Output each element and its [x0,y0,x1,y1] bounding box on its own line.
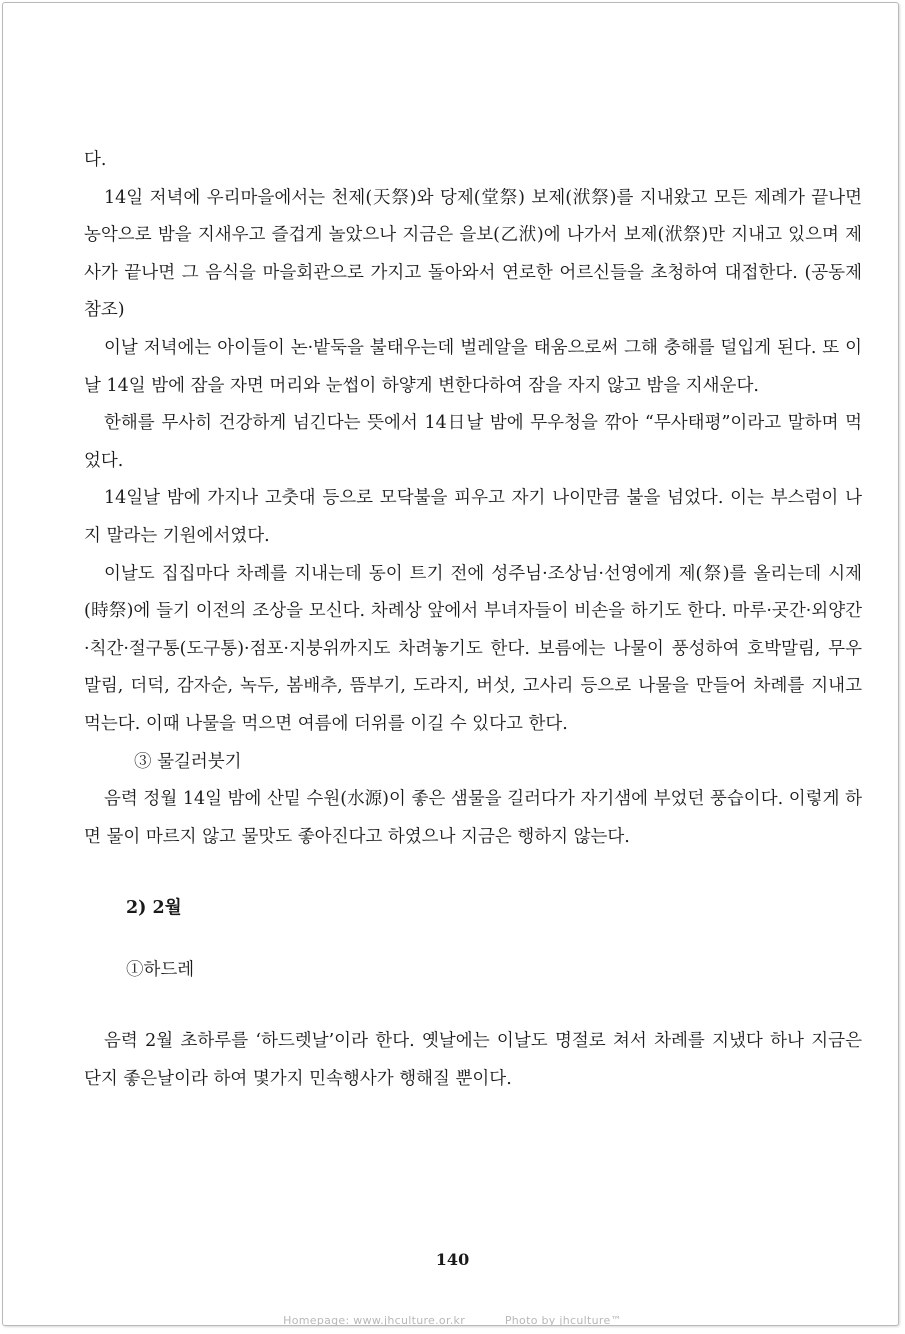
footer-photo-credit: Photo by jhculture™ [504,1314,622,1327]
paragraph-continuation: 다. [84,150,107,170]
paragraph-water-drawing: 음력 정월 14일 밤에 산밑 수원(水源)이 좋은 샘물을 길러다가 자기샘에 부었던 풍습이다. 이렇게 하면 물이 마르지 않고 물맛도 좋아진다고 하였으나 지금은 행하지 않는다. [84,789,862,847]
document-body [84,142,862,1099]
page-number: 140 [435,1250,470,1269]
paragraph-ancestral-rites: 이날도 집집마다 차례를 지내는데 동이 트기 전에 성주님·조상님·선영에게 제(祭)를 올리는데 시제(時祭)에 들기 이전의 조상을 모신다. 차례상 앞에서 부녀자들이 비손을 하기도 한다. 마루·곳간·외양간·칙간·절구통(도구통)·점포·지붕위까지도 차려놓기도 한다. 보름에는 나물이 풍성하여 호박말림, 무우말림, 더덕, 감자순, 녹두, 봄배추, 뜸부기, 도라지, 버섯, 고사리 등으로 나물을 만들어 차례를 지내고 먹는다. 이때 나물을 먹으면 여름에 더위를 이길 수 있다고 한다. [84,563,862,734]
paragraph-bonfire: 14일날 밤에 가지나 고춧대 등으로 모닥불을 피우고 자기 나이만큼 불을 넘었다. 이는 부스럼이 나지 말라는 기원에서였다. [84,488,862,546]
subsection-title: ③ 물길러붓기 [134,751,242,772]
section-subheading: ①하드레 [126,959,195,980]
footer-homepage: Homepage: www.jhculture.or.kr [283,1314,466,1327]
footer [0,1314,905,1327]
paragraph-radish-greens: 한해를 무사히 건강하게 넘긴다는 뜻에서 14日날 밤에 무우청을 깎아 “무사태평”이라고 말하며 먹었다. [84,413,862,471]
paragraph-field-burning: 이날 저녁에는 아이들이 논·밭둑을 불태우는데 벌레알을 태움으로써 그해 충해를 덜입게 된다. 또 이날 14일 밤에 잠을 자면 머리와 눈썹이 하얗게 변한다하여 잠을 자지 않고 밤을 지새운다. [84,337,862,396]
paragraph-hadeure: 음력 2월 초하루를 ‘하드렛날’이라 한다. 옛날에는 이날도 명절로 쳐서 차례를 지냈다 하나 지금은 단지 좋은날이라 하여 몇가지 민속행사가 행해질 뿐이다. [84,1031,862,1090]
paragraph-village-rituals: 14일 저녁에 우리마을에서는 천제(天祭)와 당제(堂祭) 보제(洑祭)를 지내왔고 모든 제례가 끝나면 농악으로 밤을 지새우고 즐겁게 놀았으나 지금은 을보(乙洑)에 나가서 보제(洑祭)만 지내고 있으며 제사가 끝나면 그 음식을 마을회관으로 가지고 돌아와서 연로한 어르신들을 초청하여 대접한다. (공동제참조) [84,187,862,321]
section-heading: 2) 2월 [126,898,182,919]
